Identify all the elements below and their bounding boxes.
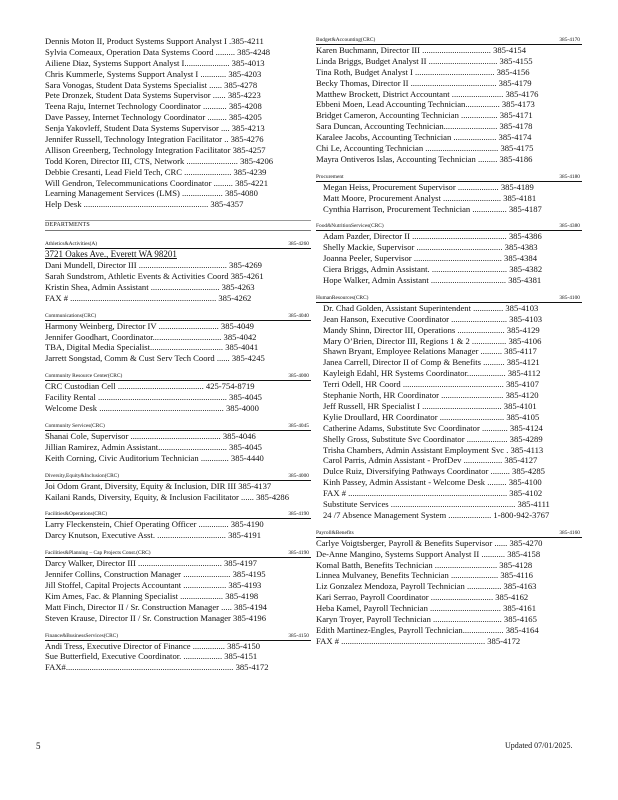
directory-entry: Jeff Russell, HR Specialist I ..................................... 385-4101 xyxy=(323,400,537,411)
directory-entry: Chi Le, Accounting Technician .................................. 385-4175 xyxy=(316,143,534,154)
directory-entry: Hope Walker, Admin Assistant ................................... 385-4381 xyxy=(323,275,542,286)
directory-entry: Ailiene Diaz, Systems Support Analyst I..................... 385-4013 xyxy=(45,57,265,68)
directory-entry: Bridget Cameron, Accounting Technician ................. 385-4171 xyxy=(316,110,533,121)
directory-entry: Todd Koren, Director III, CTS, Network ........................ 385-4206 xyxy=(45,155,274,166)
section-extension: 385-4160 xyxy=(559,529,580,536)
left-department-sections xyxy=(45,240,311,673)
directory-entry: Kim Ames, Fac. & Planning Specialist .................... 385-4198 xyxy=(45,590,259,601)
department-section xyxy=(45,549,311,623)
directory-entry: Karalee Jacobs, Accounting Technician .................... 385-4174 xyxy=(316,132,532,143)
section-header xyxy=(45,510,311,519)
section-extension: 385-4045 xyxy=(288,422,309,429)
directory-entry: Matt Moore, Procurement Analyst ........................... 385-4181 xyxy=(323,192,537,203)
directory-entry: Shelly Mackie, Supervisor ........................................ 385-4383 xyxy=(323,242,538,253)
directory-entry: Jill Stoffel, Capital Projects Accountant .................... 385-4193 xyxy=(45,579,262,590)
departments-heading: DEPARTMENTS xyxy=(45,220,311,231)
directory-entry: Senja Yakovleff, Student Data Systems Supervisor .... 385-4213 xyxy=(45,123,265,134)
directory-entry: Joanna Peeler, Supervisor ......................................... 385-4384 xyxy=(323,253,537,264)
directory-entry: Steven Krause, Director II / Sr. Construction Manager 385-4196 xyxy=(45,612,266,623)
directory-entry: Dave Passey, Internet Technology Coordinator ......... 385-4205 xyxy=(45,112,262,123)
directory-entry: Jean Hanson, Executive Coordinator .......................... 385-4103 xyxy=(323,313,543,324)
section-header xyxy=(316,529,582,538)
directory-entry: Shawn Bryant, Employee Relations Manager .......... 385-4117 xyxy=(323,346,537,357)
directory-entry: Shelly Gross, Substitute Svc Coordinator ................... 385-4289 xyxy=(323,433,543,444)
section-extension: 385-4000 xyxy=(288,472,309,479)
directory-entry: FAX#.............................................................................. 385-4172 xyxy=(45,662,269,673)
directory-entry: FAX # ................................................................... 385-4172 xyxy=(316,635,521,646)
right-department-sections xyxy=(316,36,582,647)
section-header xyxy=(316,222,582,231)
section-header xyxy=(45,240,311,249)
directory-entry: Welcome Desk .......................................................... 385-4000 xyxy=(45,403,259,414)
directory-entry: Keith Corning, Civic Auditorium Technician ............. 385-4440 xyxy=(45,452,264,463)
directory-entry: FAX # .................................................................... 385-4262 xyxy=(45,292,252,303)
directory-entry: Dulce Ruiz, Diversifying Pathways Coordinator ......... 385-4285 xyxy=(323,466,545,477)
section-header xyxy=(316,173,582,182)
section-title: Procurement xyxy=(316,173,344,180)
directory-entry: Kylie Droullard, HR Coordinator .............................. 385-4105 xyxy=(323,411,540,422)
directory-entry: Carlye Voigtsberger, Payroll & Benefits Supervisor ...... 385-4270 xyxy=(316,537,543,548)
section-extension: 385-4190 xyxy=(288,550,309,557)
left-column xyxy=(45,36,311,673)
directory-entry: Mandy Shinn, Director III, Operations ...................... 385-4129 xyxy=(323,324,540,335)
directory-entry: Linnea Mulvaney, Benefits Technician ...................... 385-4116 xyxy=(316,570,533,581)
section-header xyxy=(316,36,582,45)
directory-entry: Kinh Passey, Admin Assistant - Welcome Desk ......... 385-4100 xyxy=(323,477,542,488)
directory-entry: Jennifer Goodhart, Coordinator................................ 385-4042 xyxy=(45,331,257,342)
section-title: Facilities&Planning – Cap Projects Const.(CRC) xyxy=(45,550,151,557)
section-title: Food&NutritionServices(CRC) xyxy=(316,223,384,230)
department-section xyxy=(316,36,582,165)
directory-entry: Jennifer Russell, Technology Integration Facilitator .. 385-4276 xyxy=(45,134,264,145)
directory-entry: Sue Butterfield, Executive Coordinator. .................. 385-4151 xyxy=(45,651,258,662)
directory-entry: Jennifer Collins, Construction Manager ...................... 385-4195 xyxy=(45,569,266,580)
directory-entry: Cynthia Harrison, Procurement Technician ................ 385-4187 xyxy=(323,203,542,214)
section-extension: 385-4150 xyxy=(288,632,309,639)
section-extension: 385-4180 xyxy=(559,173,580,180)
directory-entry: Learning Management Services (LMS) ................... 385-4080 xyxy=(45,188,258,199)
section-extension: 385-4000 xyxy=(288,373,309,380)
section-title: Finance&BusinessServices(CRC) xyxy=(45,632,119,639)
directory-entry: Heba Kamel, Payroll Technician ................................. 385-4161 xyxy=(316,603,537,614)
directory-entry: Liz Gonzalez Mendoza, Payroll Technician ................ 385-4163 xyxy=(316,581,537,592)
directory-entry: Kristin Shea, Admin Assistant ................................ 385-4263 xyxy=(45,281,255,292)
directory-entry: Jarrett Songstad, Comm & Cust Serv Tech Coord ...... 385-4245 xyxy=(45,353,265,364)
directory-entry: Becky Thomas, Director II ........................................ 385-4179 xyxy=(316,77,532,88)
directory-entry: Matt Finch, Director II / Sr. Construction Manager ..... 385-4194 xyxy=(45,601,267,612)
section-title: Facilities&Operations(CRC) xyxy=(45,511,107,518)
directory-entry: Sara Duncan, Accounting Technician......................... 385-4178 xyxy=(316,121,533,132)
section-header xyxy=(45,472,311,481)
section-header xyxy=(316,294,582,303)
section-header xyxy=(45,422,311,431)
technology-listing xyxy=(45,36,311,210)
section-header xyxy=(45,372,311,381)
directory-entry: Kari Serrao, Payroll Coordinator ............................. 385-4162 xyxy=(316,592,529,603)
directory-entry: Darcy Knutson, Executive Asst. ................................ 385-4191 xyxy=(45,530,262,541)
directory-entry: Linda Briggs, Budget Analyst II ................................ 385-4155 xyxy=(316,55,533,66)
department-section xyxy=(45,312,311,365)
directory-entry: De-Anne Mangino, Systems Support Analyst II ........... 385-4158 xyxy=(316,548,541,559)
directory-entry: TBA, Digital Media Specialist.................................. 385-4041 xyxy=(45,342,259,353)
directory-entry: Trisha Chambers, Admin Assistant Employment Svc . 385-4113 xyxy=(323,444,544,455)
directory-entry: FAX # .......................................................................... 385-4102 xyxy=(323,488,543,499)
section-title: Athletics&Activities(A) xyxy=(45,241,98,248)
department-section xyxy=(45,632,311,674)
directory-entry: Jillian Ramirez, Admin Assistant................................ 385-4045 xyxy=(45,441,262,452)
directory-entry: Facility Rental ............................................................ 385-4045 xyxy=(45,392,262,403)
directory-entry: Andi Tress, Executive Director of Finance ............... 385-4150 xyxy=(45,640,261,651)
directory-entry: Ebbeni Moen, Lead Accounting Technician................ 385-4173 xyxy=(316,99,535,110)
directory-entry: Terri Odell, HR Coord ............................................... 385-4107 xyxy=(323,379,539,390)
section-extension: 385-4190 xyxy=(288,511,309,518)
directory-entry: Pete Dronzek, Student Data Systems Supervisor ...... 385-4223 xyxy=(45,90,261,101)
directory-entry: Komal Batth, Benefits Technician ............................. 385-4128 xyxy=(316,559,533,570)
department-section xyxy=(45,422,311,464)
section-title: Communications(CRC) xyxy=(45,312,97,319)
section-title: Diversity,Equity&Inclusion(CRC) xyxy=(45,472,120,479)
section-header xyxy=(45,632,311,641)
department-section xyxy=(316,222,582,285)
section-extension: 385-4380 xyxy=(559,223,580,230)
department-section xyxy=(45,372,311,414)
directory-entry: Catherine Adams, Substitute Svc Coordinator ............ 385-4124 xyxy=(323,422,543,433)
page-number: 5 xyxy=(36,741,41,751)
directory-entry: Help Desk .......................................................... 385-4357 xyxy=(45,199,244,210)
directory-entry: Ciera Briggs, Admin Assistant. ................................... 385-4382 xyxy=(323,264,543,275)
directory-entry: Dr. Chad Golden, Assistant Superintendent .............. 385-4103 xyxy=(323,302,539,313)
directory-entry: Stephanie North, HR Coordinator ............................. 385-4120 xyxy=(323,390,539,401)
directory-entry: Sarah Sundstrom, Athletic Events & Activities Coord 385-4261 xyxy=(45,271,264,282)
section-extension: 385-4100 xyxy=(559,294,580,301)
directory-entry: Substitute Services .......................................................... 385-4111 xyxy=(323,498,550,509)
section-title: Community Resource Center(CRC) xyxy=(45,373,123,380)
directory-entry: Chris Kummerle, Systems Support Analyst I ............ 385-4203 xyxy=(45,68,262,79)
section-header xyxy=(45,549,311,558)
section-extension: 385-4170 xyxy=(559,37,580,43)
department-section xyxy=(316,294,582,521)
department-section xyxy=(45,240,311,303)
directory-entry: Teena Raju, Internet Technology Coordinator ........... 385-4208 xyxy=(45,101,262,112)
section-title: Community Services(CRC) xyxy=(45,422,105,429)
directory-entry: Janea Carrell, Director II of Comp & Benefits .......... 385-4121 xyxy=(323,357,540,368)
directory-entry: Edith Martinez-Engles, Payroll Technician................... 385-4164 xyxy=(316,624,539,635)
section-extension: 385-4260 xyxy=(288,241,309,248)
directory-entry: Sara Vonogas, Student Data Systems Specialist ...... 385-4278 xyxy=(45,79,258,90)
directory-entry: Mary O’Brien, Director III, Regions 1 & 2 ................ 385-4106 xyxy=(323,335,542,346)
right-column xyxy=(316,36,582,647)
directory-entry: Will Gendron, Telecommunications Coordinator ......... 385-4221 xyxy=(45,177,269,188)
section-title: HumanResources(CRC) xyxy=(316,294,369,301)
department-section xyxy=(45,510,311,541)
department-section xyxy=(45,472,311,503)
directory-entry: Tina Roth, Budget Analyst I ..................................... 385-4156 xyxy=(316,66,530,77)
section-title: Payroll&Benefits xyxy=(316,529,354,536)
section-header xyxy=(45,312,311,321)
directory-entry: Carol Parris, Admin Assistant - ProfDev .................. 385-4127 xyxy=(323,455,538,466)
updated-date: Updated 07/01/2025. xyxy=(505,741,573,750)
section-address: 3721 Oakes Ave., Everett WA 98201 xyxy=(45,249,177,260)
directory-entry: Kayleigh Edahl, HR Systems Coordinator.................. 385-4112 xyxy=(323,368,541,379)
directory-entry: Kailani Rands, Diversity, Equity, & Inclusion Facilitator ...... 385-4286 xyxy=(45,491,290,502)
directory-entry: Sylvia Comeaux, Operation Data Systems Coord ......... 385-4248 xyxy=(45,46,271,57)
directory-entry: Joi Odom Grant, Diversity, Equity & Inclusion, DIR III 385-4137 xyxy=(45,480,272,491)
directory-entry: Darcy Walker, Director III ....................................... 385-4197 xyxy=(45,558,257,569)
department-section xyxy=(316,173,582,215)
directory-entry: Karen Buchmann, Director III ................................ 385-4154 xyxy=(316,45,527,55)
section-extension: 385-4040 xyxy=(288,312,309,319)
directory-entry: CRC Custodian Cell ........................................ 425-754-8719 xyxy=(45,381,255,392)
department-section xyxy=(316,529,582,647)
directory-entry: Harmony Weinberg, Director IV ............................ 385-4049 xyxy=(45,320,254,331)
section-title: Budget&Accounting(CRC) xyxy=(316,37,376,43)
directory-entry: Dani Mundell, Director III ......................................... 385-4269 xyxy=(45,260,262,271)
directory-entry: Debbie Cresanti, Lead Field Tech, CRC ...................... 385-4239 xyxy=(45,166,267,177)
directory-entry: Megan Heiss, Procurement Supervisor ................... 385-4189 xyxy=(323,181,534,192)
directory-entry: Allison Greenberg, Technology Integration Facilitator 385-4257 xyxy=(45,144,266,155)
directory-entry: Shanai Cole, Supervisor .......................................... 385-4046 xyxy=(45,430,256,441)
directory-entry: 24 /7 Absence Management System .................... 1-800-942-3767 xyxy=(323,509,550,520)
directory-entry: Karyn Troyer, Payroll Technician ................................ 385-4165 xyxy=(316,613,537,624)
directory-entry: Dennis Moton II, Product Systems Support Analyst I .385-4211 xyxy=(45,36,264,46)
directory-entry: Mayra Ontiveros Islas, Accounting Technician ......... 385-4186 xyxy=(316,153,533,164)
directory-entry: Larry Fleckenstein, Chief Operating Officer .............. 385-4190 xyxy=(45,519,264,530)
directory-entry: Adam Pazder, Director II ............................................ 385-4386 xyxy=(323,231,542,242)
directory-entry: Matthew Brockett, District Accountant ........................ 385-4176 xyxy=(316,88,539,99)
